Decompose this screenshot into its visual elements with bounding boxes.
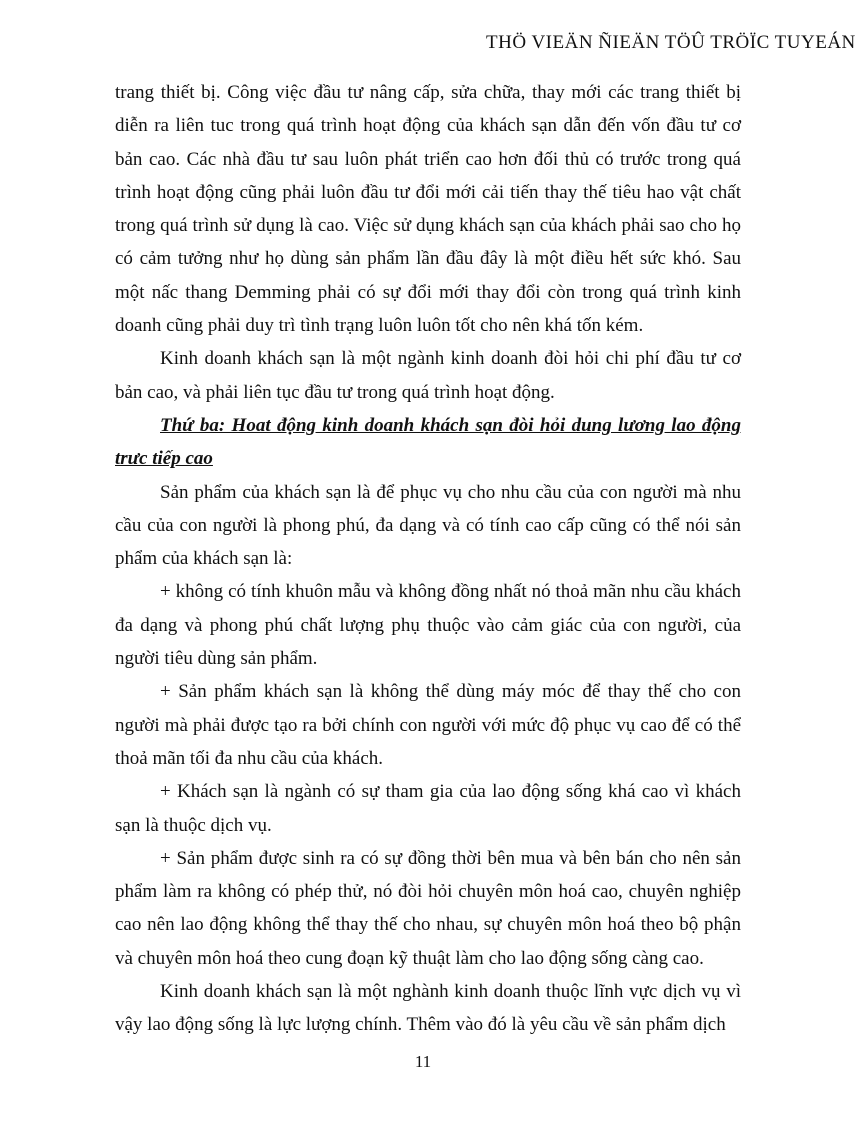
list-item: + Khách sạn là ngành có sự tham gia của lao động sống khá cao vì khách sạn là thuộc dịch vụ. (115, 781, 741, 836)
list-item: + không có tính khuôn mẫu và không đồng nhất nó thoả mãn nhu cầu khách đa dạng và phong phú chất lượng phụ thuộc vào cảm giác của con người, của người tiêu dùng sản phẩm. (115, 581, 741, 670)
section-heading: Thứ ba: Hoat động kinh doanh khách sạn đòi hỏi dung lương lao động trưc tiếp cao (115, 414, 741, 470)
paragraph: trang thiết bị. Công việc đầu tư nâng cấp, sửa chữa, thay mới các trang thiết bị diễn ra liên tuc trong quá trình hoạt động của khách sạn dẫn đến vốn đầu tư cơ bản cao. Các nhà đầu tư sau luôn phát triển cao hơn đối thủ có trước trong quá trình hoạt động cũng phải luôn đầu tư đổi mới cải tiến thay thế tiêu hao vật chất trong quá trình sử dụng là cao. Việc sử dụng khách sạn của khách phải sao cho họ có cảm tưởng như họ dùng sản phẩm lần đầu đây là một điều hết sức khó. Sau một nấc thang Demming phải có sự đổi mới thay đổi còn trong quá trình kinh doanh cũng phải duy trì tình trạng luôn luôn tốt cho nên khá tốn kém. (115, 82, 741, 337)
paragraph: Sản phẩm của khách sạn là để phục vụ cho nhu cầu của con người mà nhu cầu của con người là phong phú, đa dạng và có tính cao cấp cũng có thể nói sản phẩm của khách sạn là: (115, 481, 741, 570)
page-number: 11 (414, 1052, 432, 1071)
list-item: + Sản phẩm khách sạn là không thể dùng máy móc để thay thế cho con người mà phải được tạo ra bởi chính con người với mức độ phục vụ cao để có thể thoả mãn tối đa nhu cầu của khách. (115, 681, 741, 769)
page-header: THÖ VIEÄN ÑIEÄN TÖÛ TRÖÏC TUYEÁN (486, 32, 856, 53)
page-body (115, 76, 741, 1042)
paragraph: Kinh doanh khách sạn là một nghành kinh doanh thuộc lĩnh vực dịch vụ vì vậy lao động sống là lực lượng chính. Thêm vào đó là yêu cầu về sản phẩm dịch (115, 981, 741, 1036)
list-item: + Sản phẩm được sinh ra có sự đồng thời bên mua và bên bán cho nên sản phẩm làm ra không có phép thử, nó đòi hỏi chuyên môn hoá cao, chuyên nghiệp cao nên lao động không thể thay thế cho nhau, sự chuyên môn hoá theo bộ phận và chuyên môn hoá theo cung đoạn kỹ thuật làm cho lao động sống càng cao. (115, 847, 741, 969)
paragraph: Kinh doanh khách sạn là một ngành kinh doanh đòi hỏi chi phí đầu tư cơ bản cao, và phải liên tục đầu tư trong quá trình hoạt động. (115, 348, 741, 403)
